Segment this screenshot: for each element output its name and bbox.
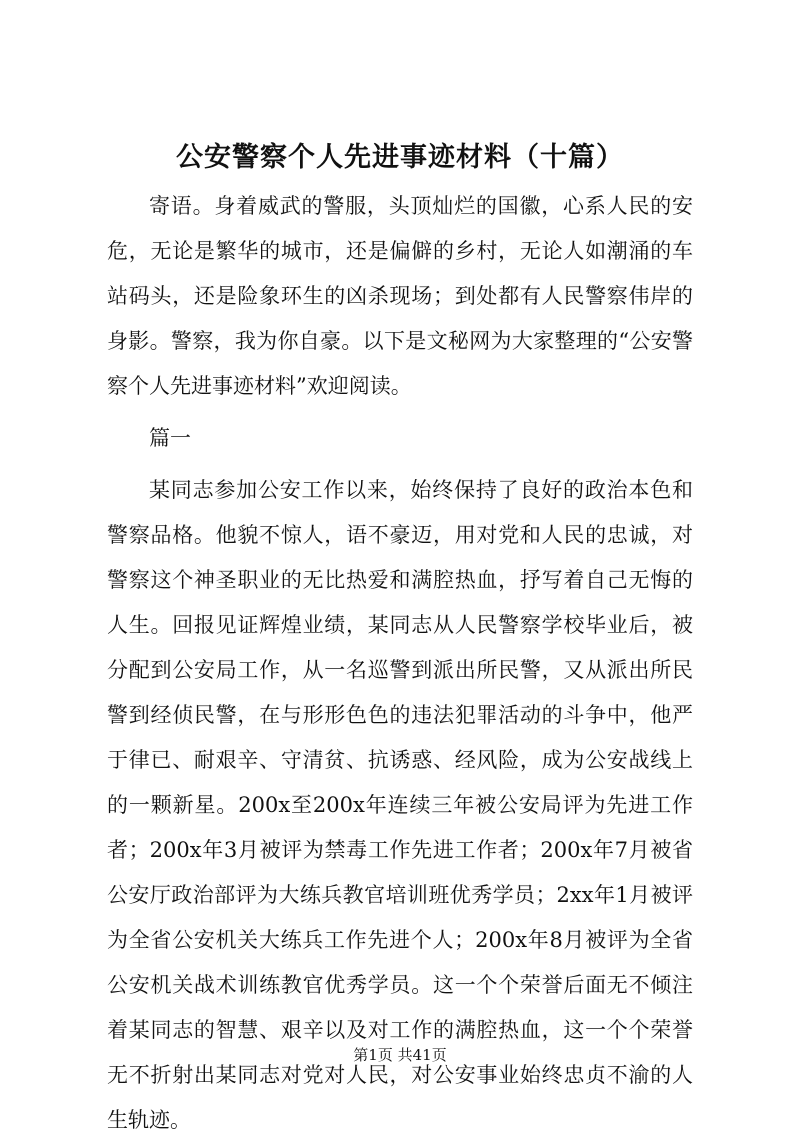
section-heading: 篇一 — [149, 426, 191, 450]
document-title: 公安警察个人先进事迹材料（十篇） — [176, 142, 624, 173]
body-paragraph: 某同志参加公安工作以来，始终保持了良好的政治本色和警察品格。他貌不惊人，语不豪迈，用对党和人民的忠诚，对警察这个神圣职业的无比热爱和满腔热血，抒写着自己无悔的人生。回报见证辉煌业绩，某同志从人民警察学校毕业后，被分配到公安局工作，从一名巡警到派出所民警，又从派出所民警到经侦民警，在与形形色色的违法犯罪活动的斗争中，他严于律已、耐艰辛、守清贫、抗诱惑、经风险，成为公安战线上的一颗新星。200x至200x年连续三年被公安局评为先进工作者；200x年3月被评为禁毒工作先进工作者；200x年7月被省公安厅政治部评为大练兵教官培训班优秀学员；2xx年1月被评为全省公安机关大练兵工作先进个人；200x年8月被评为全省公安机关战术训练教官优秀学员。这一个个荣誉后面无不倾注着某同志的智慧、艰辛以及对工作的满腔热血，这一个个荣誉无不折射出某同志对党对人民，对公安事业始终忠贞不渝的人生轨迹。 — [107, 478, 693, 1132]
document-body — [107, 184, 693, 1143]
page-footer: 第1页 共41页 — [353, 1046, 447, 1064]
intro-paragraph: 寄语。身着威武的警服，头顶灿烂的国徽，心系人民的安危，无论是繁华的城市，还是偏僻的乡村，无论人如潮涌的车站码头，还是险象环生的凶杀现场；到处都有人民警察伟岸的身影。警察，我为你自豪。以下是文秘网为大家整理的“公安警察个人先进事迹材料”欢迎阅读。 — [107, 194, 693, 398]
